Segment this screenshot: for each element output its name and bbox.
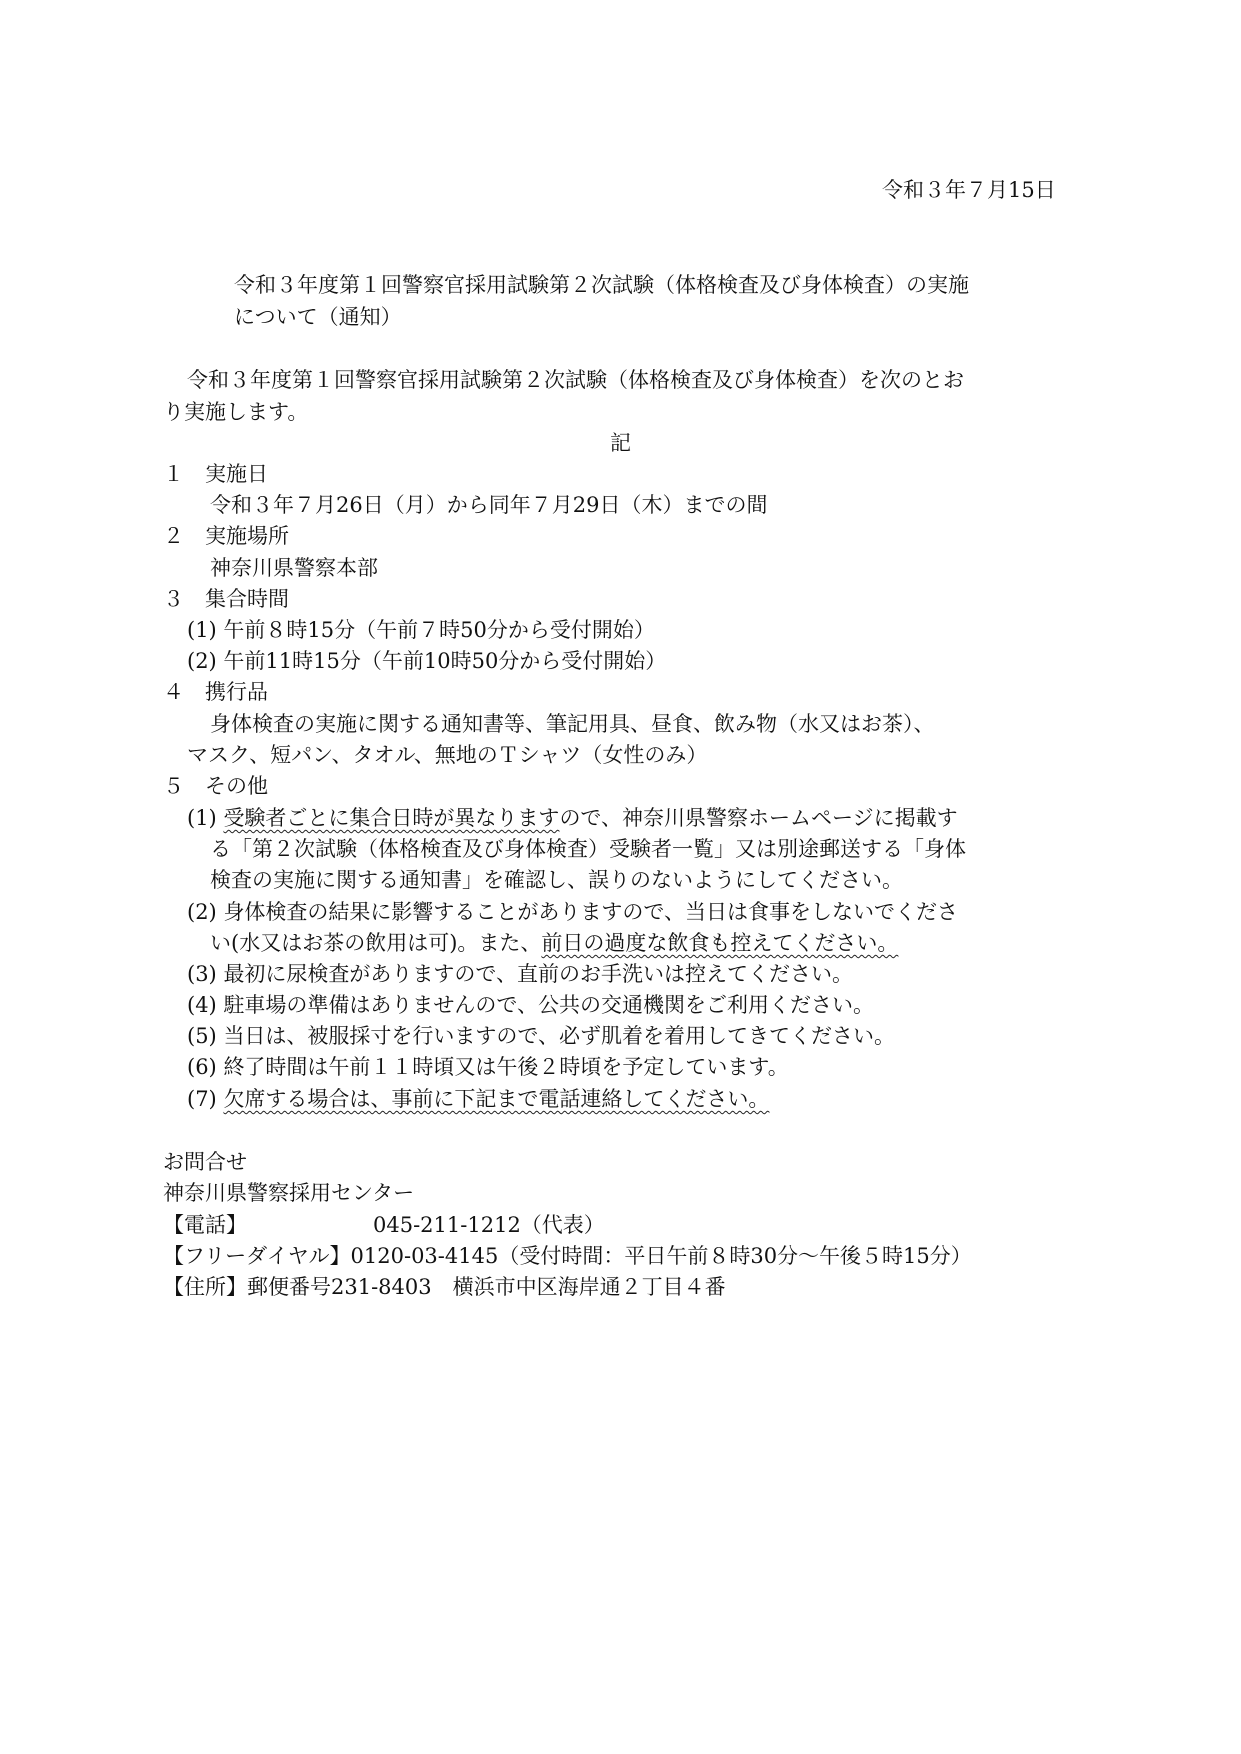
section-2-body: 神奈川県警察本部	[210, 556, 378, 580]
section-5-item-2-line-2	[210, 928, 898, 958]
item-text: 身体検査の結果に影響することがありますので、当日は食事をしないでくださ	[223, 900, 959, 924]
section-5-item-3	[187, 959, 853, 989]
section-number: ３	[163, 587, 184, 611]
section-1-heading	[163, 459, 268, 489]
document-title-line-1: 令和３年度第１回警察官採用試験第２次試験（体格検査及び身体検査）の実施	[234, 273, 969, 297]
item-label: (3)	[187, 962, 217, 986]
section-number: ５	[163, 774, 184, 798]
section-3-item-1: (1) 午前８時15分（午前７時50分から受付開始）	[187, 618, 655, 642]
phone-number: 045-211-1212（代表）	[373, 1213, 605, 1237]
section-title: その他	[205, 774, 268, 798]
contact-heading: お問合せ	[163, 1150, 247, 1174]
section-number: １	[163, 462, 184, 486]
section-4-body-line-1: 身体検査の実施に関する通知書等、筆記用具、昼食、飲み物（水又はお茶）、	[210, 712, 935, 736]
contact-address	[163, 1272, 726, 1302]
item-text: い(水又はお茶の飲用は可)。また、	[210, 931, 542, 955]
item-label: (4)	[187, 993, 217, 1017]
contact-organization: 神奈川県警察採用センター	[163, 1181, 415, 1205]
section-title: 集合時間	[205, 587, 289, 611]
section-title: 携行品	[205, 680, 268, 704]
contact-freedial	[163, 1241, 972, 1271]
item-label: (5)	[187, 1024, 217, 1048]
section-4-heading	[163, 677, 268, 707]
item-text: 駐車場の準備はありませんので、公共の交通機関をご利用ください。	[223, 993, 875, 1017]
item-text: 当日は、被服採寸を行いますので、必ず肌着を着用してきてください。	[223, 1024, 896, 1048]
section-5-item-2-line-1	[187, 897, 958, 927]
section-5-item-5	[187, 1021, 895, 1051]
section-number: ２	[163, 524, 184, 548]
section-3-heading	[163, 584, 289, 614]
section-title: 実施場所	[205, 524, 289, 548]
item-label: (7)	[187, 1087, 217, 1111]
section-5-item-1-line-3: 検査の実施に関する通知書」を確認し、誤りのないようにしてください。	[210, 868, 903, 892]
issue-date: 令和３年７月15日	[882, 178, 1056, 202]
section-2-heading	[163, 521, 289, 551]
address-value: 郵便番号231-8403 横浜市中区海岸通２丁目４番	[247, 1275, 726, 1299]
document-title-line-2: について（通知）	[234, 305, 402, 329]
section-5-heading	[163, 771, 268, 801]
freedial-number: 0120-03-4145（受付時間：平日午前８時30分～午後５時15分）	[350, 1244, 972, 1268]
section-number: ４	[163, 680, 184, 704]
intro-line-2: り実施します。	[163, 400, 309, 424]
section-5-item-4	[187, 990, 874, 1020]
item-text: ので、神奈川県警察ホームページに掲載す	[559, 806, 958, 830]
section-1-body: 令和３年７月26日（月）から同年７月29日（木）までの間	[210, 493, 768, 517]
section-3-item-2: (2) 午前11時15分（午前10時50分から受付開始）	[187, 649, 667, 673]
section-5-item-1-line-2: る「第２次試験（体格検査及び身体検査）受験者一覧」又は別途郵送する「身体	[210, 837, 966, 861]
intro-line-1: 令和３年度第１回警察官採用試験第２次試験（体格検査及び身体検査）を次のとお	[187, 368, 964, 392]
emphasized-text: 欠席する場合は、事前に下記まで電話連絡してください。	[223, 1087, 770, 1111]
item-text: 最初に尿検査がありますので、直前のお手洗いは控えてください。	[223, 962, 854, 986]
emphasized-text: 受験者ごとに集合日時が異なります	[223, 806, 560, 830]
section-5-item-6	[187, 1052, 789, 1082]
item-label: (1)	[187, 806, 217, 830]
phone-label: 【電話】	[163, 1213, 247, 1237]
section-5-item-1-line-1	[187, 803, 958, 833]
ki-heading: 記	[610, 431, 631, 455]
item-label: (2)	[187, 900, 217, 924]
address-label: 【住所】	[163, 1275, 247, 1299]
freedial-label: 【フリーダイヤル】	[163, 1244, 351, 1268]
section-4-body-line-2: マスク、短パン、タオル、無地のＴシャツ（女性のみ）	[187, 743, 708, 767]
emphasized-text: 前日の過度な飲食も控えてください。	[541, 931, 899, 955]
contact-phone	[163, 1210, 605, 1240]
section-5-item-7	[187, 1084, 769, 1114]
item-text: 終了時間は午前１１時頃又は午後２時頃を予定しています。	[223, 1055, 789, 1079]
item-label: (6)	[187, 1055, 217, 1079]
section-title: 実施日	[205, 462, 268, 486]
